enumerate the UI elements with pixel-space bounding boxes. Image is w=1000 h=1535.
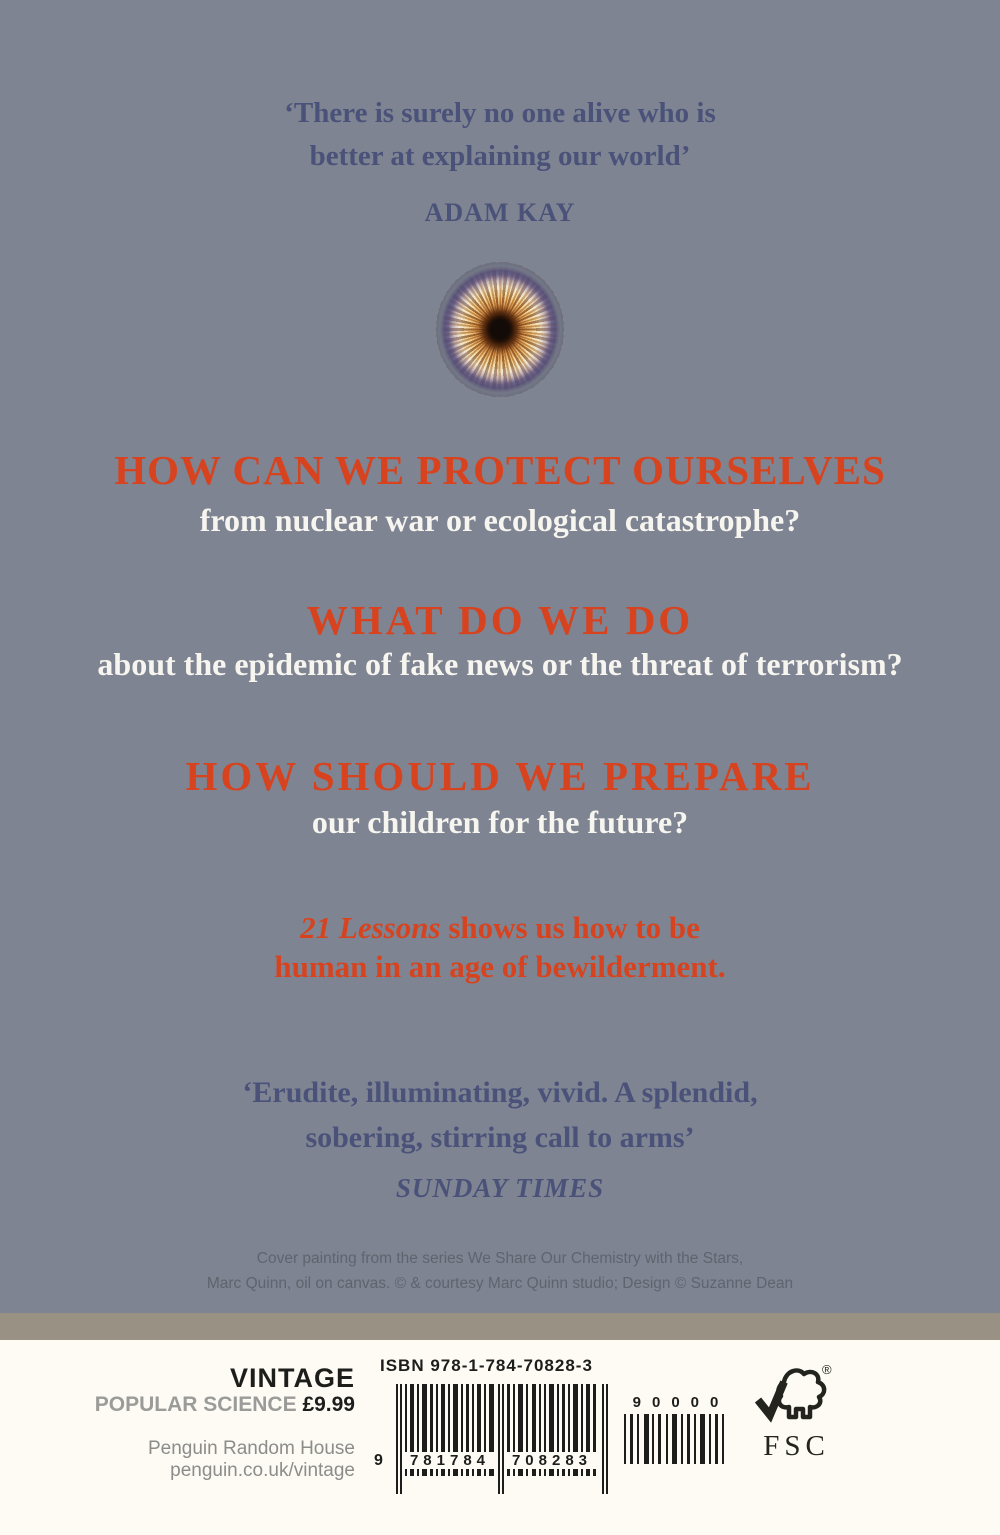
top-quote-line2: better at explaining our world’: [309, 140, 691, 172]
fsc-label: FSC: [763, 1430, 830, 1462]
barcode-supplement-block: [624, 1394, 730, 1464]
pitch-line2: human in an age of bewilderment.: [274, 949, 726, 984]
fsc-certification-block: [748, 1362, 840, 1461]
question1-subline: from nuclear war or ecological catastrophe?: [199, 502, 801, 538]
credits-line2: Marc Quinn, oil on canvas. © & courtesy Marc Quinn studio; Design © Suzanne Dean: [206, 1275, 794, 1292]
barcode-digits-group1: 781784: [404, 1452, 496, 1469]
question2-heading: WHAT DO WE DO: [306, 597, 694, 643]
top-quote-line1: ‘There is surely no one alive who is: [284, 97, 716, 129]
question3-subline: our children for the future?: [311, 804, 689, 840]
question3-heading: HOW SHOULD WE PREPARE: [185, 753, 815, 799]
pitch-book-title: 21 Lessons: [300, 910, 441, 945]
pitch-text: [0, 908, 1000, 986]
eye-iris-image: [436, 262, 564, 397]
top-review-quote: [0, 92, 1000, 234]
tan-divider-stripe: [0, 1313, 1000, 1340]
publishing-group-block: [55, 1438, 355, 1482]
publisher-website: penguin.co.uk/vintage: [170, 1460, 355, 1481]
category-price-line: [55, 1392, 355, 1418]
barcode-check-digit: 9: [374, 1452, 383, 1469]
top-quote-attribution: ADAM KAY: [424, 198, 576, 227]
review-line1: ‘Erudite, illuminating, vivid. A splendid,: [242, 1076, 758, 1109]
supplement-code: 90000: [632, 1394, 730, 1411]
footer-panel: [0, 1340, 1000, 1535]
registered-trademark-symbol: ®: [822, 1362, 832, 1377]
cover-credits: [0, 1246, 1000, 1296]
isbn-barcode-block: [372, 1356, 622, 1491]
ean13-barcode: [396, 1384, 608, 1496]
imprint-block: [55, 1364, 355, 1482]
ean5-supplement-barcode: [624, 1414, 728, 1464]
category-label: POPULAR SCIENCE: [94, 1393, 297, 1416]
review-line2: sobering, stirring call to arms’: [305, 1121, 695, 1154]
question1-heading: HOW CAN WE PROTECT OURSELVES: [114, 447, 886, 493]
review-source: SUNDAY TIMES: [395, 1173, 605, 1203]
publisher-name: VINTAGE: [229, 1363, 355, 1393]
publishing-group: Penguin Random House: [147, 1438, 355, 1459]
bottom-review-quote: [0, 1070, 1000, 1211]
question2-subline: about the epidemic of fake news or the threat of terrorism?: [97, 646, 903, 682]
barcode-digits-group2: 708283: [506, 1452, 598, 1469]
isbn-number: ISBN 978-1-784-70828-3: [380, 1356, 593, 1375]
price-label: £9.99: [302, 1393, 355, 1416]
pitch-line1-rest: shows us how to be: [440, 910, 700, 945]
credits-line1: Cover painting from the series We Share Our Chemistry with the Stars,: [256, 1250, 744, 1267]
